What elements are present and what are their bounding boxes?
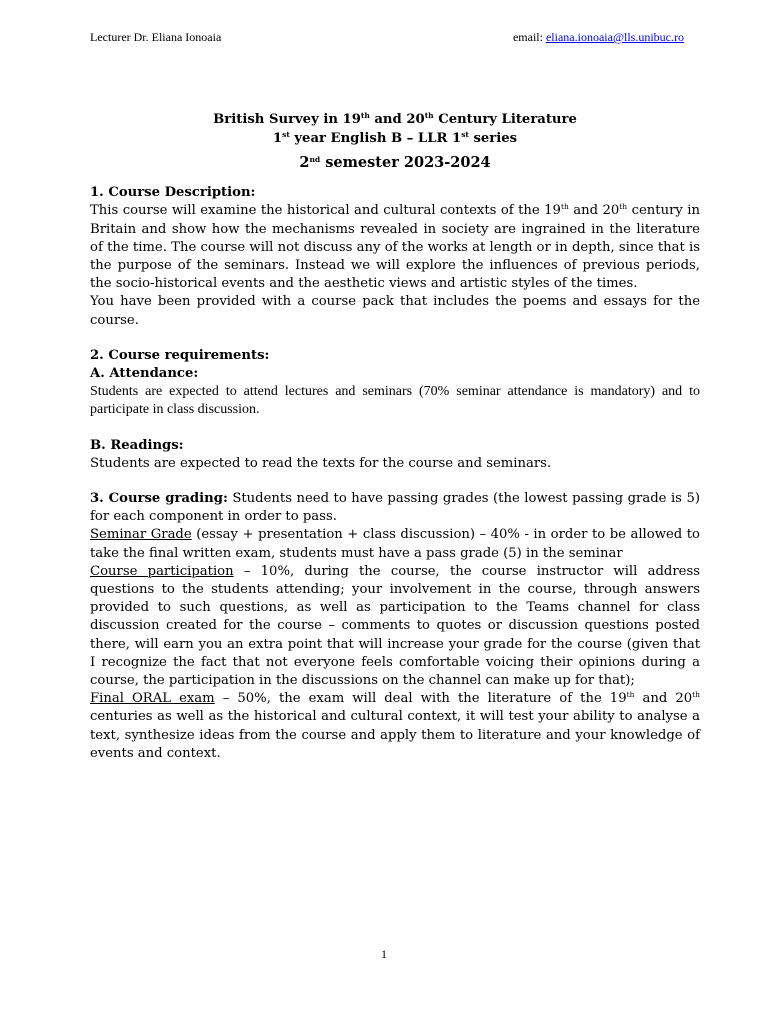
grading-intro: 3. Course grading: Students need to have passing grades (the lowest passing grade is 5) for each component in order to pass. [90,491,700,525]
attendance-heading: A. Attendance: [90,366,199,382]
section-3-heading: 3. Course grading: [90,491,228,507]
participation-label: Course participation [90,563,234,579]
final-exam-paragraph: Final ORAL exam – 50%, the exam will deal with the literature of the 19th and 20th centuries as well as the historical and cultural context, it will test your ability to analyse a text, synthesize ideas from the course and apply them to literature and your knowledge of events and context. [90,690,700,761]
section-2-heading: 2. Course requirements: [90,347,270,363]
participation-paragraph: Course participation – 10%, during the course, the course instructor will address questions to the students attending; your involvement in the course, through answers provided to such questions, as well as participation to the Teams channel for class discussion created for the course – comments to quotes or discussion questions posted there, will earn you an extra point that will increase your grade for the course (given that I recognize the fact that not everyone feels comfortable voicing their opinions during a course, the participation in the discussions on the channel can make up for that); [90,563,700,689]
email-line [513,30,684,45]
email-link[interactable]: eliana.ionoaia@lls.unibuc.ro [545,30,684,44]
attendance-paragraph: Students are expected to attend lectures and seminars (70% seminar attendance is mandatory) and to participate in class discussion. [90,384,700,418]
course-subtitle: 1st year English B – LLR 1st series [272,130,518,146]
document-body [90,110,700,763]
semester-heading: 2nd semester 2023-2024 [299,154,491,171]
course-pack-paragraph: You have been provided with a course pack that includes the poems and essays for the course. [90,294,700,328]
course-title: British Survey in 19th and 20th Century Literature [213,111,577,127]
readings-heading: B. Readings: [90,437,184,453]
section-1-heading: 1. Course Description: [90,185,256,201]
page-header [90,30,684,45]
final-exam-label: Final ORAL exam [90,691,215,707]
email-label: email: [512,30,546,44]
page-number: 1 [381,947,387,961]
lecturer-name: Lecturer Dr. Eliana Ionoaia [90,30,222,44]
seminar-grade-label: Seminar Grade [90,527,192,543]
readings-paragraph: Students are expected to read the texts for the course and seminars. [90,455,552,471]
seminar-grade-paragraph: Seminar Grade (essay + presentation + class discussion) – 40% - in order to be allowed to take the final written exam, students must have a pass grade (5) in the seminar [90,527,700,561]
course-description-paragraph: This course will examine the historical and cultural contexts of the 19th and 20th century in Britain and show how the mechanisms revealed in society are ingrained in the literature of the time. The course will not discuss any of the works at length or in depth, since that is the purpose of the seminars. Instead we will explore the influences of previous periods, the socio-historical events and the aesthetic views and artistic styles of the times. [90,202,700,292]
